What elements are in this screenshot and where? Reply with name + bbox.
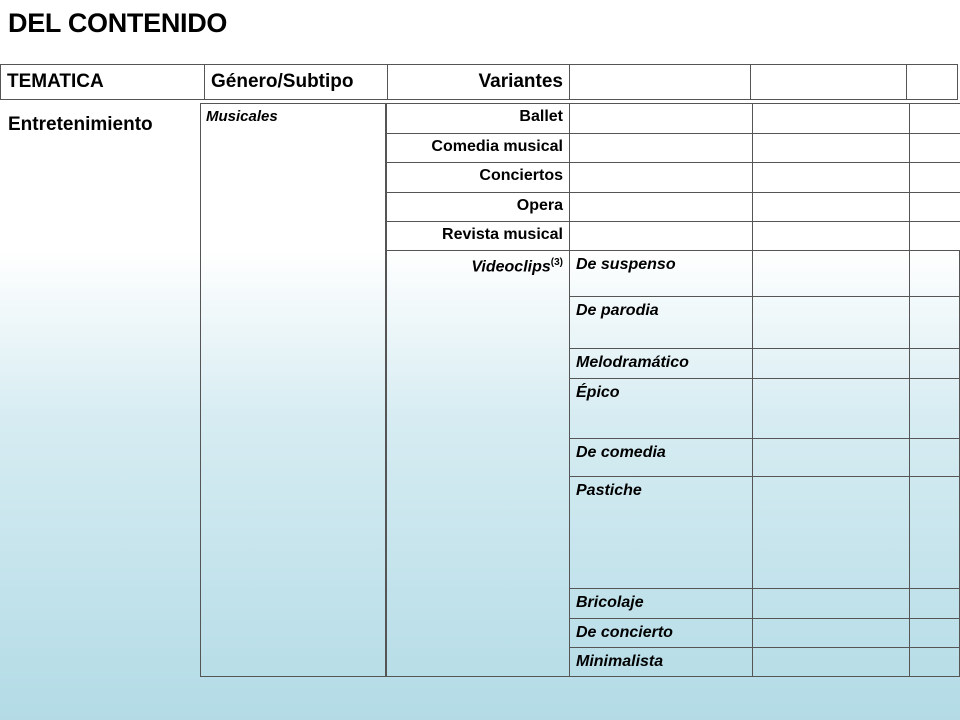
empty-cell: [752, 647, 909, 677]
empty-cell: [752, 250, 909, 296]
empty-cell: [909, 162, 960, 192]
variante-conciertos: Conciertos: [386, 162, 569, 192]
genero-musicales: Musicales: [206, 108, 278, 125]
empty-cell: [752, 476, 909, 588]
page-title: DEL CONTENIDO: [8, 8, 228, 38]
empty-cell: [909, 438, 960, 476]
empty-cell: [752, 221, 909, 250]
subvariante-de-comedia: De comedia: [569, 438, 752, 476]
empty-cell: [909, 250, 960, 296]
empty-cell: [909, 378, 960, 438]
empty-cell: [752, 296, 909, 348]
subvariante-de-parodia: De parodia: [569, 296, 752, 348]
empty-cell: [909, 618, 960, 647]
empty-cell: [569, 162, 752, 192]
empty-cell: [909, 296, 960, 348]
subvariante-melodramatico: Melodramático: [569, 348, 752, 378]
tematica-entretenimiento: Entretenimiento: [8, 114, 153, 135]
empty-cell: [752, 348, 909, 378]
variante-ballet: Ballet: [386, 103, 569, 133]
empty-cell: [909, 588, 960, 618]
empty-cell: [752, 103, 909, 133]
variante-opera: Opera: [386, 192, 569, 221]
empty-cell: [909, 647, 960, 677]
genero-column: [200, 103, 386, 677]
empty-cell: [752, 378, 909, 438]
header-empty-2: [750, 65, 906, 99]
subvariante-epico: Épico: [569, 378, 752, 438]
subvariante-pastiche: Pastiche: [569, 476, 752, 588]
empty-cell: [752, 192, 909, 221]
variante-comedia-musical: Comedia musical: [386, 133, 569, 162]
empty-cell: [752, 133, 909, 162]
empty-cell: [569, 103, 752, 133]
empty-cell: [909, 476, 960, 588]
empty-cell: [752, 588, 909, 618]
variante-revista-musical: Revista musical: [386, 221, 569, 250]
empty-cell: [909, 103, 960, 133]
empty-cell: [569, 221, 752, 250]
empty-cell: [909, 133, 960, 162]
subvariante-minimalista: Minimalista: [569, 647, 752, 677]
empty-cell: [752, 618, 909, 647]
videoclips-cell: [386, 250, 569, 677]
empty-cell: [569, 133, 752, 162]
empty-cell: [909, 192, 960, 221]
empty-cell: [752, 438, 909, 476]
subvariante-de-concierto: De concierto: [569, 618, 752, 647]
empty-cell: [909, 348, 960, 378]
subvariante-bricolaje: Bricolaje: [569, 588, 752, 618]
subvariante-de-suspenso: De suspenso: [569, 250, 752, 296]
header-empty-3: [906, 65, 958, 99]
table-header-row: [0, 64, 958, 100]
header-variantes: Variantes: [387, 65, 569, 99]
empty-cell: [752, 162, 909, 192]
empty-cell: [569, 192, 752, 221]
videoclips-label: Videoclips$^{(3)}$: [471, 257, 563, 276]
empty-cell: [909, 221, 960, 250]
header-empty-1: [569, 65, 750, 99]
header-tematica: TEMATICA: [0, 65, 204, 99]
header-genero-subtipo: Género/Subtipo: [204, 65, 387, 99]
